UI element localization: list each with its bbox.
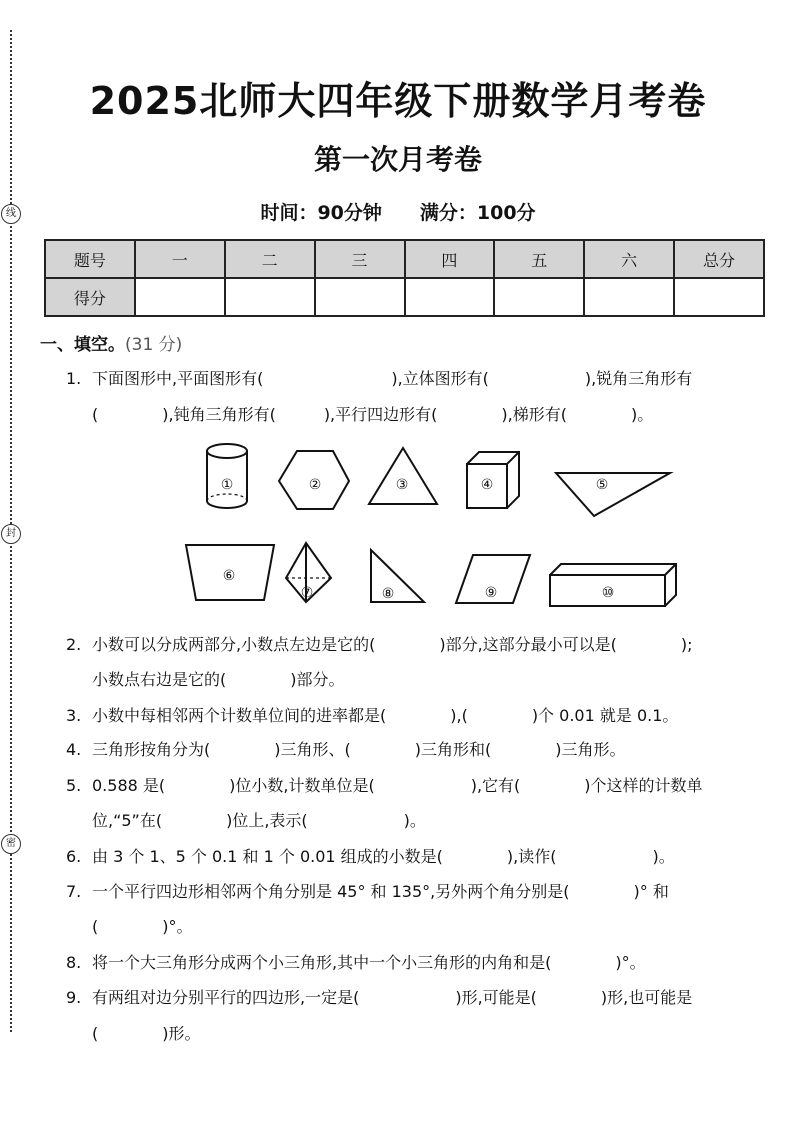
question-text: 将一个大三角形分成两个小三角形,其中一个小三角形的内角和是( )°。 xyxy=(92,953,646,972)
score-cell[interactable] xyxy=(405,278,495,316)
score-table-score-row xyxy=(45,278,764,316)
question-7-line-2: ( )°。 xyxy=(92,917,193,936)
exam-title: 2025北师大四年级下册数学月考卷 xyxy=(89,79,707,123)
question-text: 小数可以分成两部分,小数点左边是它的( )部分,这部分最小可以是( ); xyxy=(92,635,693,654)
shape-label: ⑨ xyxy=(484,585,498,601)
score-table-header-row xyxy=(45,240,764,278)
question-9-line-2: ( )形。 xyxy=(92,1024,201,1043)
question-4 xyxy=(66,737,625,760)
score-header-cell: 题号 xyxy=(45,240,135,278)
question-number: 9. xyxy=(66,988,82,1007)
score-header-cell: 四 xyxy=(405,240,495,278)
exam-full-score: 满分：100分 xyxy=(419,202,536,224)
exam-meta xyxy=(0,198,796,225)
binding-mark-seal: 封 xyxy=(1,524,21,544)
question-1-line-2: ( ),钝角三角形有( ),平行四边形有( ),梯形有( )。 xyxy=(92,405,654,424)
question-number: 4. xyxy=(66,740,82,759)
question-3 xyxy=(66,703,678,726)
score-cell[interactable] xyxy=(315,278,405,316)
question-1 xyxy=(66,366,692,389)
score-header-cell: 五 xyxy=(494,240,584,278)
section-label: 一、填空。 xyxy=(40,335,125,355)
right-triangle-shape xyxy=(371,550,424,602)
question-text: 下面图形中,平面图形有( ),立体图形有( ),锐角三角形有 xyxy=(92,369,693,388)
question-number: 7. xyxy=(66,882,82,901)
score-header-cell: 一 xyxy=(135,240,225,278)
score-header-cell: 总分 xyxy=(674,240,764,278)
question-text: 0.588 是( )位小数,计数单位是( ),它有( )个这样的计数单 xyxy=(92,776,703,795)
score-row-label: 得分 xyxy=(45,278,135,316)
score-cell[interactable] xyxy=(584,278,674,316)
question-text: 一个平行四边形相邻两个角分别是 45° 和 135°,另外两个角分别是( )° 和 xyxy=(92,882,669,901)
exam-subtitle: 第一次月考卷 xyxy=(313,143,482,176)
question-text: 三角形按角分为( )三角形、( )三角形和( )三角形。 xyxy=(92,740,626,759)
score-cell[interactable] xyxy=(674,278,764,316)
question-5 xyxy=(66,773,703,796)
shape-label: ⑦ xyxy=(300,585,314,601)
question-number: 5. xyxy=(66,776,82,795)
score-cell[interactable] xyxy=(135,278,225,316)
question-5-line-2: 位,“5”在( )位上,表示( )。 xyxy=(92,811,426,830)
question-2-line-2: 小数点右边是它的( )部分。 xyxy=(92,670,345,689)
score-cell[interactable] xyxy=(494,278,584,316)
question-2 xyxy=(66,632,693,655)
cylinder-shape xyxy=(207,444,247,508)
question-text: 由 3 个 1、5 个 0.1 和 1 个 0.01 组成的小数是( ),读作( )。 xyxy=(92,847,675,866)
question-7 xyxy=(66,879,669,902)
shape-label: ⑩ xyxy=(601,585,615,601)
question-number: 3. xyxy=(66,706,82,725)
score-table xyxy=(44,239,765,317)
triangle-shape xyxy=(369,448,437,504)
exam-time: 时间：90分钟 xyxy=(260,202,382,224)
score-header-cell: 三 xyxy=(315,240,405,278)
question-number: 1. xyxy=(66,369,82,388)
question-8 xyxy=(66,950,646,973)
score-cell[interactable] xyxy=(225,278,315,316)
question-number: 8. xyxy=(66,953,82,972)
shape-label: ⑧ xyxy=(381,586,395,602)
shape-label: ⑤ xyxy=(595,477,609,493)
score-header-cell: 六 xyxy=(584,240,674,278)
question-6 xyxy=(66,844,675,867)
shape-label: ② xyxy=(308,477,322,493)
question-text: 小数中每相邻两个计数单位间的进率都是( ),( )个 0.01 就是 0.1。 xyxy=(92,706,679,725)
shape-label: ① xyxy=(220,477,234,493)
shape-label: ③ xyxy=(395,477,409,493)
binding-mark-line: 线 xyxy=(1,204,21,224)
question-number: 6. xyxy=(66,847,82,866)
shape-label: ④ xyxy=(480,477,494,493)
score-header-cell: 二 xyxy=(225,240,315,278)
shapes-figure xyxy=(0,430,796,610)
question-text: 有两组对边分别平行的四边形,一定是( )形,可能是( )形,也可能是 xyxy=(92,988,693,1007)
binding-mark-secret: 密 xyxy=(1,834,21,854)
obtuse-triangle-shape xyxy=(556,473,670,516)
section-points: (31 分) xyxy=(125,335,183,355)
question-number: 2. xyxy=(66,635,82,654)
section-heading xyxy=(40,330,182,355)
question-9 xyxy=(66,985,692,1008)
shape-label: ⑥ xyxy=(222,568,236,584)
